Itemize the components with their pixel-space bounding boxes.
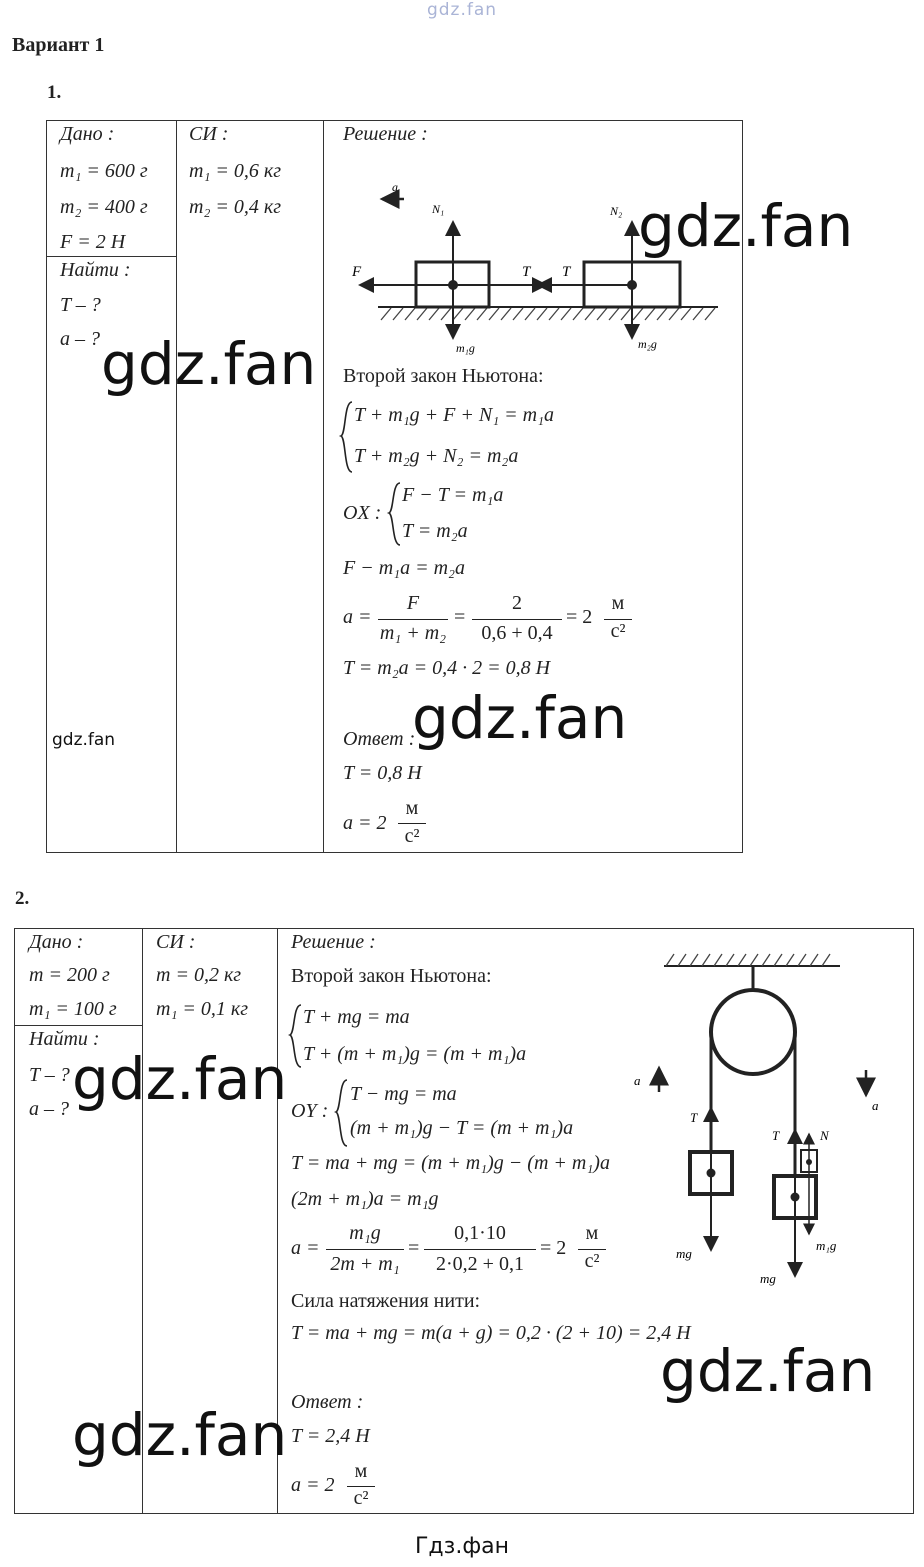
p1-label-m1g: m₁g bbox=[456, 341, 475, 355]
p2-a-num-2: 0,1·10 bbox=[454, 1222, 506, 1244]
p1-ox-eq-2: T = m₂a bbox=[402, 520, 468, 542]
p1-a-den-1: m₁ + m₂ bbox=[379, 622, 447, 644]
problem-2-number: 2. bbox=[15, 888, 30, 909]
p1-label-N2: N₂ bbox=[610, 204, 623, 218]
p2-si-m1: m₁ = 0,1 кг bbox=[156, 998, 249, 1020]
p1-frac-bar-2 bbox=[472, 619, 562, 620]
p2-a-num-1: m₁g bbox=[349, 1222, 381, 1244]
p1-given-m2: m₂ = 400 г bbox=[60, 196, 148, 218]
p2-vector-eq-2: T + (m + m₁)g = (m + m₁)a bbox=[303, 1043, 527, 1065]
watermark: gdz.fan bbox=[101, 330, 317, 398]
p2-unit-den: с² bbox=[584, 1250, 600, 1272]
p2-label-m1g: m₁g bbox=[816, 1238, 837, 1253]
p1-si-m1: m₁ = 0,6 кг bbox=[189, 160, 282, 182]
p2-label-N: N bbox=[820, 1128, 829, 1143]
watermark: gdz.fan bbox=[660, 1337, 876, 1405]
p2-step-2: (2m + m₁)a = m₁g bbox=[291, 1188, 439, 1210]
p1-si-header: СИ : bbox=[189, 123, 229, 145]
p2-label-mg-right: mg bbox=[760, 1271, 776, 1286]
problem-1-number: 1. bbox=[47, 82, 62, 103]
p2-find-a: a – ? bbox=[29, 1098, 69, 1120]
p1-unit-den: с² bbox=[610, 620, 626, 642]
p2-solution-header: Решение : bbox=[291, 931, 376, 953]
p1-label-m2g: m₂g bbox=[638, 337, 657, 351]
p1-label-a: a bbox=[392, 180, 398, 194]
p2-label-T-left: T bbox=[690, 1110, 698, 1125]
p2-oy-eq-2: (m + m₁)g − T = (m + m₁)a bbox=[350, 1117, 574, 1139]
p2-a-result: = 2 bbox=[540, 1237, 567, 1259]
p1-a-den-2: 0,6 + 0,4 bbox=[481, 622, 553, 644]
p2-answer-header: Ответ : bbox=[291, 1391, 364, 1413]
watermark: gdz.fan bbox=[638, 192, 854, 260]
p1-frac-bar-1 bbox=[378, 619, 448, 620]
p1-tension-eq: T = m₂a = 0,4 · 2 = 0,8 Н bbox=[343, 657, 551, 679]
p2-label-mg-left: mg bbox=[676, 1246, 692, 1261]
p1-vector-eq-2: T + m₂g + N₂ = m₂a bbox=[354, 445, 519, 467]
p1-newton-law: Второй закон Ньютона: bbox=[343, 365, 544, 387]
p2-frac-bar-1 bbox=[326, 1249, 404, 1250]
p1-given-m1: m₁ = 600 г bbox=[60, 160, 148, 182]
p1-find-a: a – ? bbox=[60, 328, 100, 350]
p2-label-a-left: a bbox=[634, 1073, 641, 1088]
p1-label-F: F bbox=[352, 264, 362, 280]
p1-ox-eq-1: F − T = m₁a bbox=[402, 484, 504, 506]
p2-step-1: T = ma + mg = (m + m₁)g − (m + m₁)a bbox=[291, 1152, 610, 1174]
p2-pulley-wheel bbox=[711, 990, 795, 1074]
p1-a-result: = 2 bbox=[566, 606, 593, 628]
variant-title: Вариант 1 bbox=[12, 34, 105, 56]
p1-unit-num: м bbox=[611, 592, 625, 614]
p2-answer-unit-num: м bbox=[354, 1460, 368, 1482]
watermark: gdz.fan bbox=[72, 1401, 288, 1469]
p1-given-header: Дано : bbox=[60, 123, 115, 145]
p2-given-m1: m₁ = 100 г bbox=[29, 998, 117, 1020]
p2-vector-eq-1: T + mg = ma bbox=[303, 1006, 410, 1028]
p1-find-header: Найти : bbox=[60, 259, 131, 281]
watermark: gdz.fan bbox=[412, 684, 628, 752]
p1-a-num-2: 2 bbox=[512, 592, 522, 614]
footer-site-name: Гдз.фан bbox=[415, 1534, 509, 1559]
p1-a-num-1: F bbox=[406, 592, 420, 614]
p2-answer-T: T = 2,4 Н bbox=[291, 1425, 370, 1447]
p2-answer-unit-den: с² bbox=[353, 1487, 369, 1509]
p2-a-lhs: a = bbox=[291, 1237, 320, 1259]
p1-given-F: F = 2 Н bbox=[60, 231, 126, 253]
p2-newton-law: Второй закон Ньютона: bbox=[291, 965, 492, 987]
p2-system-brace-1 bbox=[288, 1003, 304, 1069]
p2-ceiling bbox=[664, 954, 840, 966]
p2-label-a-right: a bbox=[872, 1098, 879, 1113]
watermark: gdz.fan bbox=[72, 1045, 288, 1113]
p2-find-header: Найти : bbox=[29, 1028, 100, 1050]
p2-pulley-diagram bbox=[626, 940, 896, 1290]
p1-label-N1: N₁ bbox=[432, 202, 445, 216]
p2-a-den-2: 2·0,2 + 0,1 bbox=[436, 1253, 524, 1275]
p1-ground bbox=[378, 307, 718, 320]
p1-solution-header: Решение : bbox=[343, 123, 428, 145]
p1-answer-header: Ответ : bbox=[343, 728, 416, 750]
p2-si-m: m = 0,2 кг bbox=[156, 964, 242, 986]
p2-system-brace-2 bbox=[334, 1078, 350, 1148]
p1-answer-a: a = 2 bbox=[343, 812, 387, 834]
site-watermark-top: gdz.fan bbox=[426, 0, 498, 20]
p2-find-T: T – ? bbox=[29, 1064, 70, 1086]
p2-frac-bar-2 bbox=[424, 1249, 536, 1250]
p1-find-T: T – ? bbox=[60, 294, 101, 316]
p1-ox-label: OX : bbox=[343, 502, 382, 524]
p2-si-header: СИ : bbox=[156, 931, 196, 953]
p2-answer-a: a = 2 bbox=[291, 1474, 335, 1496]
p2-oy-label: OY : bbox=[291, 1100, 329, 1122]
p1-si-m2: m₂ = 0,4 кг bbox=[189, 196, 282, 218]
p1-si-cell bbox=[176, 120, 324, 853]
p1-vector-eq-1: T + m₁g + F + N₁ = m₁a bbox=[354, 404, 555, 426]
p2-given-m: m = 200 г bbox=[29, 964, 110, 986]
p1-answer-unit-num: м bbox=[405, 797, 419, 819]
p2-unit-num: м bbox=[585, 1222, 599, 1244]
p2-given-header: Дано : bbox=[29, 931, 84, 953]
p2-a-den-1: 2m + m₁ bbox=[330, 1253, 400, 1275]
p2-tension-eq: T = ma + mg = m(a + g) = 0,2 · (2 + 10) = 2,4 Н bbox=[291, 1322, 691, 1344]
p1-step-1: F − m₁a = m₂a bbox=[343, 557, 466, 579]
p2-tension-title: Сила натяжения нити: bbox=[291, 1290, 481, 1312]
p1-label-T2: T bbox=[562, 264, 571, 280]
p1-label-T1: T bbox=[522, 264, 531, 280]
p1-a-lhs: a = bbox=[343, 606, 372, 628]
p2-label-T-right: T bbox=[772, 1128, 780, 1143]
p1-answer-unit-den: с² bbox=[404, 825, 420, 847]
watermark-small: gdz.fan bbox=[52, 730, 116, 750]
p1-answer-T: T = 0,8 Н bbox=[343, 762, 422, 784]
p2-oy-eq-1: T − mg = ma bbox=[350, 1083, 457, 1105]
